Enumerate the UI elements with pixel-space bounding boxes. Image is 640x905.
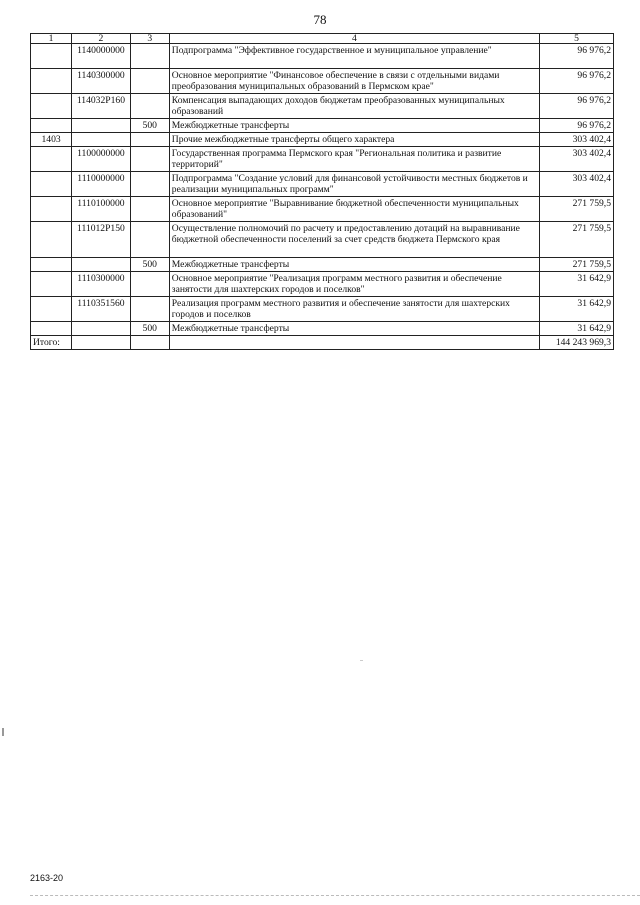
column-header-4: 4 [169,34,539,44]
target-article-cell: 1100000000 [72,147,131,172]
description-cell: Реализация программ местного развития и обеспечение занятости для шахтерских городов и поселков [169,297,539,322]
total-empty-cell [72,336,131,350]
table-row [31,172,614,197]
expense-type-cell [130,222,169,258]
table-row [31,44,614,69]
target-article-cell: 111012P150 [72,222,131,258]
table-row [31,94,614,119]
table-row [31,297,614,322]
amount-cell: 96 976,2 [539,119,613,133]
amount-cell: 31 642,9 [539,297,613,322]
section-code-cell [31,272,72,297]
expense-type-cell [130,44,169,69]
section-code-cell [31,172,72,197]
page-number: 78 [313,12,327,27]
footer-code: 2163-20 [30,873,64,883]
amount-cell: 96 976,2 [539,69,613,94]
expense-type-cell [130,272,169,297]
description-cell: Межбюджетные трансферты [169,119,539,133]
table-row [31,69,614,94]
description-cell: Компенсация выпадающих доходов бюджетам преобразованных муниципальных образований [169,94,539,119]
total-empty-cell [169,336,539,350]
description-cell: Осуществление полномочий по расчету и предоставлению дотаций на выравнивание бюджетной обеспеченности поселений за счет средств бюджета Пермского края [169,222,539,258]
expense-type-cell [130,197,169,222]
description-cell: Подпрограмма "Эффективное государственное и муниципальное управление" [169,44,539,69]
expense-type-cell: 500 [130,258,169,272]
description-cell: Основное мероприятие "Финансовое обеспечение в связи с отдельными видами преобразования муниципальных образований в Пермском крае" [169,69,539,94]
amount-cell: 31 642,9 [539,272,613,297]
expense-type-cell [130,94,169,119]
target-article-cell: 1110000000 [72,172,131,197]
amount-cell: 271 759,5 [539,222,613,258]
target-article-cell [72,322,131,336]
target-article-cell: 1110300000 [72,272,131,297]
description-cell: Межбюджетные трансферты [169,322,539,336]
amount-cell: 303 402,4 [539,172,613,197]
section-code-cell [31,297,72,322]
scan-artifact [360,660,363,661]
column-header-5: 5 [539,34,613,44]
target-article-cell: 1140300000 [72,69,131,94]
target-article-cell [72,119,131,133]
description-cell: Государственная программа Пермского края "Региональная политика и развитие территорий" [169,147,539,172]
section-code-cell: 1403 [31,133,72,147]
amount-cell: 303 402,4 [539,147,613,172]
amount-cell: 303 402,4 [539,133,613,147]
total-empty-cell [130,336,169,350]
total-value: 144 243 969,3 [539,336,613,350]
section-code-cell [31,258,72,272]
section-code-cell [31,69,72,94]
table-body [31,44,614,336]
total-label: Итого: [31,336,72,350]
total-row [31,336,614,350]
description-cell: Подпрограмма "Создание условий для финансовой устойчивости местных бюджетов и реализации муниципальных программ" [169,172,539,197]
table-row [31,133,614,147]
margin-mark [2,728,4,736]
section-code-cell [31,44,72,69]
section-code-cell [31,119,72,133]
description-cell: Основное мероприятие "Реализация программ местного развития и обеспечение занятости для шахтерских городов и поселков" [169,272,539,297]
table-row [31,272,614,297]
column-header-3: 3 [130,34,169,44]
section-code-cell [31,94,72,119]
target-article-cell [72,133,131,147]
amount-cell: 96 976,2 [539,94,613,119]
description-cell: Прочие межбюджетные трансферты общего характера [169,133,539,147]
expense-type-cell [130,133,169,147]
expense-type-cell [130,69,169,94]
amount-cell: 271 759,5 [539,197,613,222]
expense-type-cell: 500 [130,322,169,336]
table-row [31,119,614,133]
section-code-cell [31,322,72,336]
table-row [31,258,614,272]
table-row [31,222,614,258]
column-header-1: 1 [31,34,72,44]
target-article-cell: 114032P160 [72,94,131,119]
amount-cell: 31 642,9 [539,322,613,336]
expense-type-cell: 500 [130,119,169,133]
column-header-2: 2 [72,34,131,44]
bottom-divider [30,895,640,896]
amount-cell: 271 759,5 [539,258,613,272]
section-code-cell [31,197,72,222]
description-cell: Основное мероприятие "Выравнивание бюджетной обеспеченности муниципальных образований" [169,197,539,222]
table-row [31,197,614,222]
expense-type-cell [130,297,169,322]
table-row [31,147,614,172]
budget-table [30,33,614,350]
expense-type-cell [130,147,169,172]
amount-cell: 96 976,2 [539,44,613,69]
table-row [31,322,614,336]
target-article-cell: 1140000000 [72,44,131,69]
target-article-cell [72,258,131,272]
description-cell: Межбюджетные трансферты [169,258,539,272]
section-code-cell [31,147,72,172]
target-article-cell: 1110351560 [72,297,131,322]
section-code-cell [31,222,72,258]
expense-type-cell [130,172,169,197]
target-article-cell: 1110100000 [72,197,131,222]
table-header-row [31,34,614,44]
